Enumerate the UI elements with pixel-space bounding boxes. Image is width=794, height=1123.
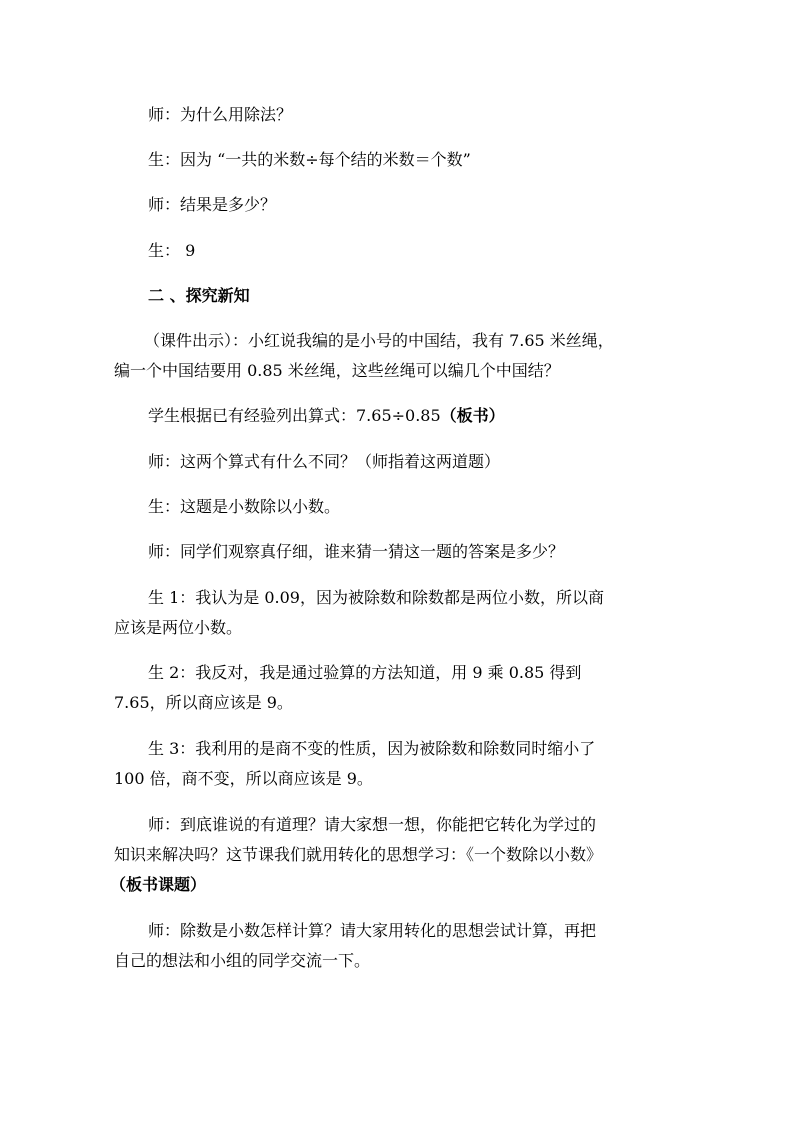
- paragraph-student-reason: 生：因为 “一共的米数÷每个结的米数＝个数”: [148, 150, 471, 169]
- paragraph-line: 生 3：我利用的是商不变的性质，因为被除数和除数同时缩小了: [148, 739, 596, 758]
- paragraph-line: 生 2：我反对，我是通过验算的方法知道，用 9 乘 0.85 得到: [148, 663, 582, 682]
- paragraph-line: 生 1：我认为是 0.09，因为被除数和除数都是两位小数，所以商: [148, 588, 604, 607]
- paragraph-teacher-result: 师：结果是多少？: [148, 195, 277, 214]
- board-topic-note: （板书课题）: [110, 875, 207, 894]
- paragraph-student-decimal-division: 生：这题是小数除以小数。: [148, 497, 341, 516]
- paragraph-teacher-transformation: [110, 810, 680, 900]
- paragraph-teacher-guess: 师：同学们观察真仔细，谁来猜一猜这一题的答案是多少？: [148, 542, 565, 561]
- paragraph-line: （课件出示）：小红说我编的是小号的中国结，我有 7.65 米丝绳，: [144, 331, 614, 350]
- paragraph-line: 师：到底谁说的有道理？请大家想一想，你能把它转化为学过的: [148, 815, 597, 834]
- paragraph-courseware-problem: [114, 326, 680, 386]
- paragraph-student-answer: 生： 9: [148, 241, 196, 260]
- paragraph-teacher-why-division: 师：为什么用除法？: [148, 105, 293, 124]
- paragraph-line: 知识来解决吗？这节课我们就用转化的思想学习：《一个数除以小数》: [114, 845, 603, 864]
- paragraph-line: 7.65，所以商应该是 9。: [114, 693, 293, 712]
- paragraph-student-2: [114, 658, 680, 718]
- paragraph-student-3: [114, 734, 680, 794]
- paragraph-teacher-difference: 师：这两个算式有什么不同？（师指着这两道题）: [148, 452, 501, 471]
- paragraph-line: 自己的想法和小组的同学交流一下。: [114, 951, 371, 970]
- paragraph-line: 师：除数是小数怎样计算？请大家用转化的思想尝试计算，再把: [148, 921, 597, 940]
- board-note: （板书）: [440, 406, 505, 425]
- paragraph-teacher-try-calculate: [114, 916, 680, 976]
- section-heading-explore-new-knowledge: 二 、探究新知: [148, 286, 250, 305]
- paragraph-line: 100 倍，商不变，所以商应该是 9。: [114, 769, 373, 788]
- paragraph-student-equation: [114, 401, 680, 431]
- paragraph-student-1: [114, 583, 680, 643]
- equation-text: 学生根据已有经验列出算式：7.65÷0.85: [148, 406, 441, 425]
- paragraph-line: 应该是两位小数。: [114, 618, 243, 637]
- paragraph-line: 编一个中国结要用 0.85 米丝绳，这些丝绳可以编几个中国结？: [114, 361, 560, 380]
